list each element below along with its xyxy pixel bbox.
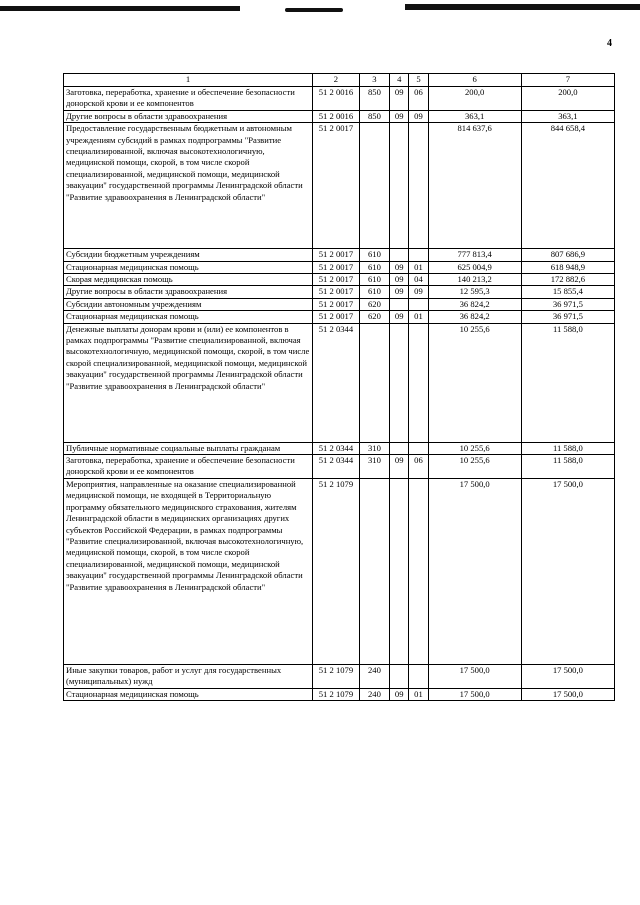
expense-type: 850 <box>359 110 389 122</box>
amount-col6: 17 500,0 <box>428 688 521 700</box>
row-name: Предоставление государственным бюджетным и автономным учреждениям субсидий в рамках подпрограммы "Развитие специализированной, включая высокотехнологичную, медицинской помощи, скорой, в том числе скорой специализированной, медицинской помощи, медицинской эвакуации" государственной программы Ленинградской области "Развитие здравоохранения в Ленинградской области" <box>64 123 313 249</box>
expense-type <box>359 123 389 249</box>
expense-type: 610 <box>359 286 389 298</box>
row-name: Заготовка, переработка, хранение и обеспечение безопасности донорской крови и ее компонентов <box>64 87 313 111</box>
target-code: 51 2 0017 <box>313 249 360 261</box>
amount-col6: 777 813,4 <box>428 249 521 261</box>
target-code: 51 2 0016 <box>313 87 360 111</box>
amount-col7: 36 971,5 <box>521 298 614 310</box>
expense-type <box>359 323 389 442</box>
amount-col7: 11 588,0 <box>521 442 614 454</box>
section: 09 <box>390 311 409 323</box>
scan-artifact <box>285 8 343 12</box>
subsection <box>409 249 428 261</box>
subsection <box>409 323 428 442</box>
expense-type: 850 <box>359 87 389 111</box>
amount-col7: 11 588,0 <box>521 323 614 442</box>
table-row <box>64 110 615 122</box>
target-code: 51 2 0016 <box>313 110 360 122</box>
section: 09 <box>390 274 409 286</box>
expense-type <box>359 478 389 664</box>
scan-artifact <box>405 4 640 10</box>
target-code: 51 2 0344 <box>313 455 360 479</box>
table-row <box>64 274 615 286</box>
row-name: Другие вопросы в области здравоохранения <box>64 110 313 122</box>
row-name: Другие вопросы в области здравоохранения <box>64 286 313 298</box>
expense-type: 610 <box>359 261 389 273</box>
target-code: 51 2 0344 <box>313 323 360 442</box>
amount-col6: 200,0 <box>428 87 521 111</box>
table-row <box>64 311 615 323</box>
expense-type: 610 <box>359 274 389 286</box>
page-number: 4 <box>607 38 612 49</box>
section <box>390 323 409 442</box>
column-header: 5 <box>409 74 428 87</box>
expense-type: 310 <box>359 442 389 454</box>
amount-col7: 17 500,0 <box>521 664 614 688</box>
subsection <box>409 442 428 454</box>
column-header: 2 <box>313 74 360 87</box>
section <box>390 123 409 249</box>
target-code: 51 2 0017 <box>313 298 360 310</box>
amount-col7: 17 500,0 <box>521 478 614 664</box>
target-code: 51 2 0017 <box>313 311 360 323</box>
subsection: 06 <box>409 455 428 479</box>
section: 09 <box>390 688 409 700</box>
column-header: 6 <box>428 74 521 87</box>
amount-col6: 10 255,6 <box>428 442 521 454</box>
expense-type: 240 <box>359 664 389 688</box>
row-name: Заготовка, переработка, хранение и обеспечение безопасности донорской крови и ее компонентов <box>64 455 313 479</box>
amount-col7: 200,0 <box>521 87 614 111</box>
table-row <box>64 664 615 688</box>
subsection <box>409 123 428 249</box>
amount-col6: 10 255,6 <box>428 455 521 479</box>
table-row <box>64 261 615 273</box>
target-code: 51 2 0017 <box>313 261 360 273</box>
subsection: 06 <box>409 87 428 111</box>
row-name: Денежные выплаты донорам крови и (или) ее компонентов в рамках подпрограммы "Развитие специализированной, включая высокотехнологичную, медицинской помощи, скорой, в том числе скорой специализированной, медицинской помощи, медицинской эвакуации" государственной программы Ленинградской области "Развитие здравоохранения в Ленинградской области" <box>64 323 313 442</box>
scan-artifact <box>0 6 240 11</box>
table-row <box>64 478 615 664</box>
amount-col6: 363,1 <box>428 110 521 122</box>
column-header: 3 <box>359 74 389 87</box>
row-name: Скорая медицинская помощь <box>64 274 313 286</box>
section <box>390 478 409 664</box>
column-header: 4 <box>390 74 409 87</box>
amount-col7: 11 588,0 <box>521 455 614 479</box>
amount-col7: 844 658,4 <box>521 123 614 249</box>
amount-col6: 17 500,0 <box>428 478 521 664</box>
target-code: 51 2 0017 <box>313 286 360 298</box>
amount-col7: 363,1 <box>521 110 614 122</box>
amount-col7: 807 686,9 <box>521 249 614 261</box>
subsection: 01 <box>409 688 428 700</box>
amount-col6: 17 500,0 <box>428 664 521 688</box>
section: 09 <box>390 87 409 111</box>
amount-col7: 36 971,5 <box>521 311 614 323</box>
row-name: Мероприятия, направленные на оказание специализированной медицинской помощи, не входящей в Территориальную программу обязательного медицинского страхования, жителям Ленинградской области в медицинских организациях других субъектов Российской Федерации, в рамках подпрограммы "Развитие специализированной, включая высокотехнологичную, медицинской помощи, скорой, в том числе скорой специализированной, медицинской помощи, медицинской эвакуации" государственной программы Ленинградской области "Развитие здравоохранения в Ленинградской области" <box>64 478 313 664</box>
amount-col6: 10 255,6 <box>428 323 521 442</box>
target-code: 51 2 1079 <box>313 664 360 688</box>
table-row <box>64 298 615 310</box>
expense-type: 610 <box>359 249 389 261</box>
table-row <box>64 323 615 442</box>
table-row <box>64 688 615 700</box>
expense-type: 240 <box>359 688 389 700</box>
amount-col6: 625 004,9 <box>428 261 521 273</box>
expense-type: 620 <box>359 298 389 310</box>
table-header-row <box>64 74 615 87</box>
target-code: 51 2 0017 <box>313 123 360 249</box>
section <box>390 249 409 261</box>
amount-col6: 814 637,6 <box>428 123 521 249</box>
row-name: Стационарная медицинская помощь <box>64 261 313 273</box>
section: 09 <box>390 110 409 122</box>
row-name: Стационарная медицинская помощь <box>64 311 313 323</box>
budget-table <box>63 73 615 701</box>
section: 09 <box>390 261 409 273</box>
subsection: 04 <box>409 274 428 286</box>
amount-col6: 36 824,2 <box>428 311 521 323</box>
table-row <box>64 87 615 111</box>
section: 09 <box>390 455 409 479</box>
subsection: 01 <box>409 261 428 273</box>
subsection: 01 <box>409 311 428 323</box>
target-code: 51 2 1079 <box>313 688 360 700</box>
amount-col7: 618 948,9 <box>521 261 614 273</box>
amount-col7: 172 882,6 <box>521 274 614 286</box>
table-row <box>64 442 615 454</box>
column-header: 7 <box>521 74 614 87</box>
section: 09 <box>390 286 409 298</box>
section <box>390 298 409 310</box>
subsection: 09 <box>409 110 428 122</box>
target-code: 51 2 0344 <box>313 442 360 454</box>
subsection: 09 <box>409 286 428 298</box>
expense-type: 310 <box>359 455 389 479</box>
amount-col7: 17 500,0 <box>521 688 614 700</box>
row-name: Стационарная медицинская помощь <box>64 688 313 700</box>
amount-col6: 36 824,2 <box>428 298 521 310</box>
section <box>390 664 409 688</box>
table-row <box>64 123 615 249</box>
row-name: Иные закупки товаров, работ и услуг для государственных (муниципальных) нужд <box>64 664 313 688</box>
row-name: Субсидии бюджетным учреждениям <box>64 249 313 261</box>
target-code: 51 2 1079 <box>313 478 360 664</box>
subsection <box>409 298 428 310</box>
table-row <box>64 249 615 261</box>
target-code: 51 2 0017 <box>313 274 360 286</box>
amount-col6: 12 595,3 <box>428 286 521 298</box>
amount-col7: 15 855,4 <box>521 286 614 298</box>
subsection <box>409 478 428 664</box>
row-name: Публичные нормативные социальные выплаты гражданам <box>64 442 313 454</box>
column-header: 1 <box>64 74 313 87</box>
amount-col6: 140 213,2 <box>428 274 521 286</box>
section <box>390 442 409 454</box>
expense-type: 620 <box>359 311 389 323</box>
subsection <box>409 664 428 688</box>
table-row <box>64 455 615 479</box>
table-row <box>64 286 615 298</box>
row-name: Субсидии автономным учреждениям <box>64 298 313 310</box>
